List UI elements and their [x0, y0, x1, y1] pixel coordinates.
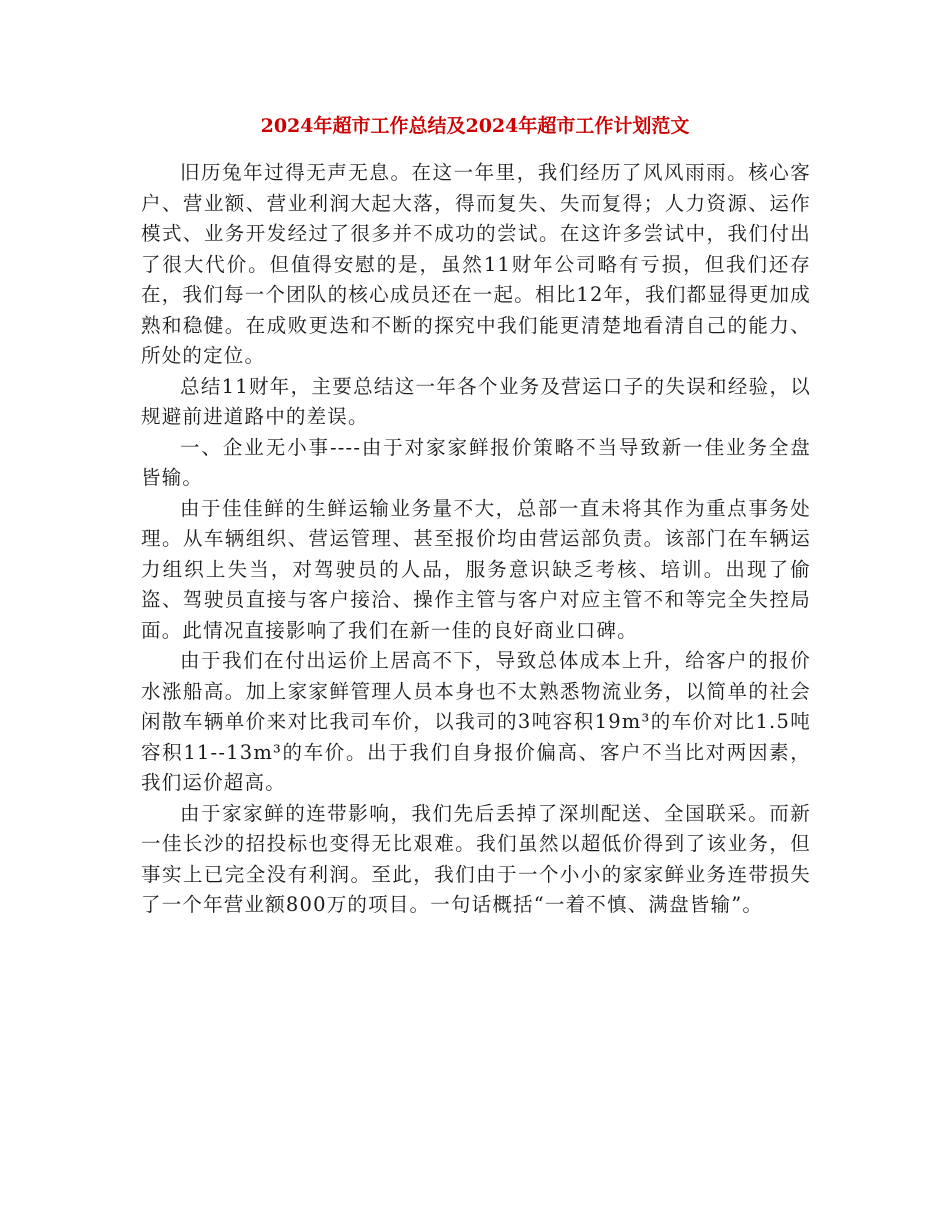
paragraph-intro: 旧历兔年过得无声无息。在这一年里，我们经历了风风雨雨。核心客户、营业额、营业利润大起大落，得而复失、失而复得；人力资源、运作模式、业务开发经过了很多并不成功的尝试。在这许多尝试中，我们付出了很大代价。但值得安慰的是，虽然11财年公司略有亏损，但我们还存在，我们每一个团队的核心成员还在一起。相比12年，我们都显得更加成熟和稳健。在成败更迭和不断的探究中我们能更清楚地看清自己的能力、所处的定位。	[141, 161, 811, 367]
document-title: 2024年超市工作总结及2024年超市工作计划范文	[260, 115, 690, 137]
paragraph-summary: 总结11财年，主要总结这一年各个业务及营运口子的失误和经验，以规避前进道路中的差误。	[141, 374, 811, 428]
document-body	[141, 158, 811, 921]
paragraph-operations: 由于佳佳鲜的生鲜运输业务量不大，总部一直未将其作为重点事务处理。从车辆组织、营运管理、甚至报价均由营运部负责。该部门在车辆运力组织上失当，对驾驶员的人品，服务意识缺乏考核、培训。出现了偷盗、驾驶员直接与客户接洽、操作主管与客户对应主管不和等完全失控局面。此情况直接影响了我们在新一佳的良好商业口碑。	[141, 496, 811, 642]
paragraph-consequences: 由于家家鲜的连带影响，我们先后丢掉了深圳配送、全国联采。而新一佳长沙的招投标也变得无比艰难。我们虽然以超低价得到了该业务，但事实上已完全没有利润。至此，我们由于一个小小的家家鲜业务连带损失了一个年营业额800万的项目。一句话概括“一着不慎、满盘皆输”。	[141, 801, 811, 916]
paragraph-pricing: 由于我们在付出运价上居高不下，导致总体成本上升，给客户的报价水涨船高。加上家家鲜管理人员本身也不太熟悉物流业务，以简单的社会闲散车辆单价来对比我司车价，以我司的3吨容积19m³的车价对比1.5吨容积11--13m³的车价。出于我们自身报价偏高、客户不当比对两因素，我们运价超高。	[141, 649, 811, 794]
section-heading-1: 一、企业无小事----由于对家家鲜报价策略不当导致新一佳业务全盘皆输。	[141, 435, 811, 489]
